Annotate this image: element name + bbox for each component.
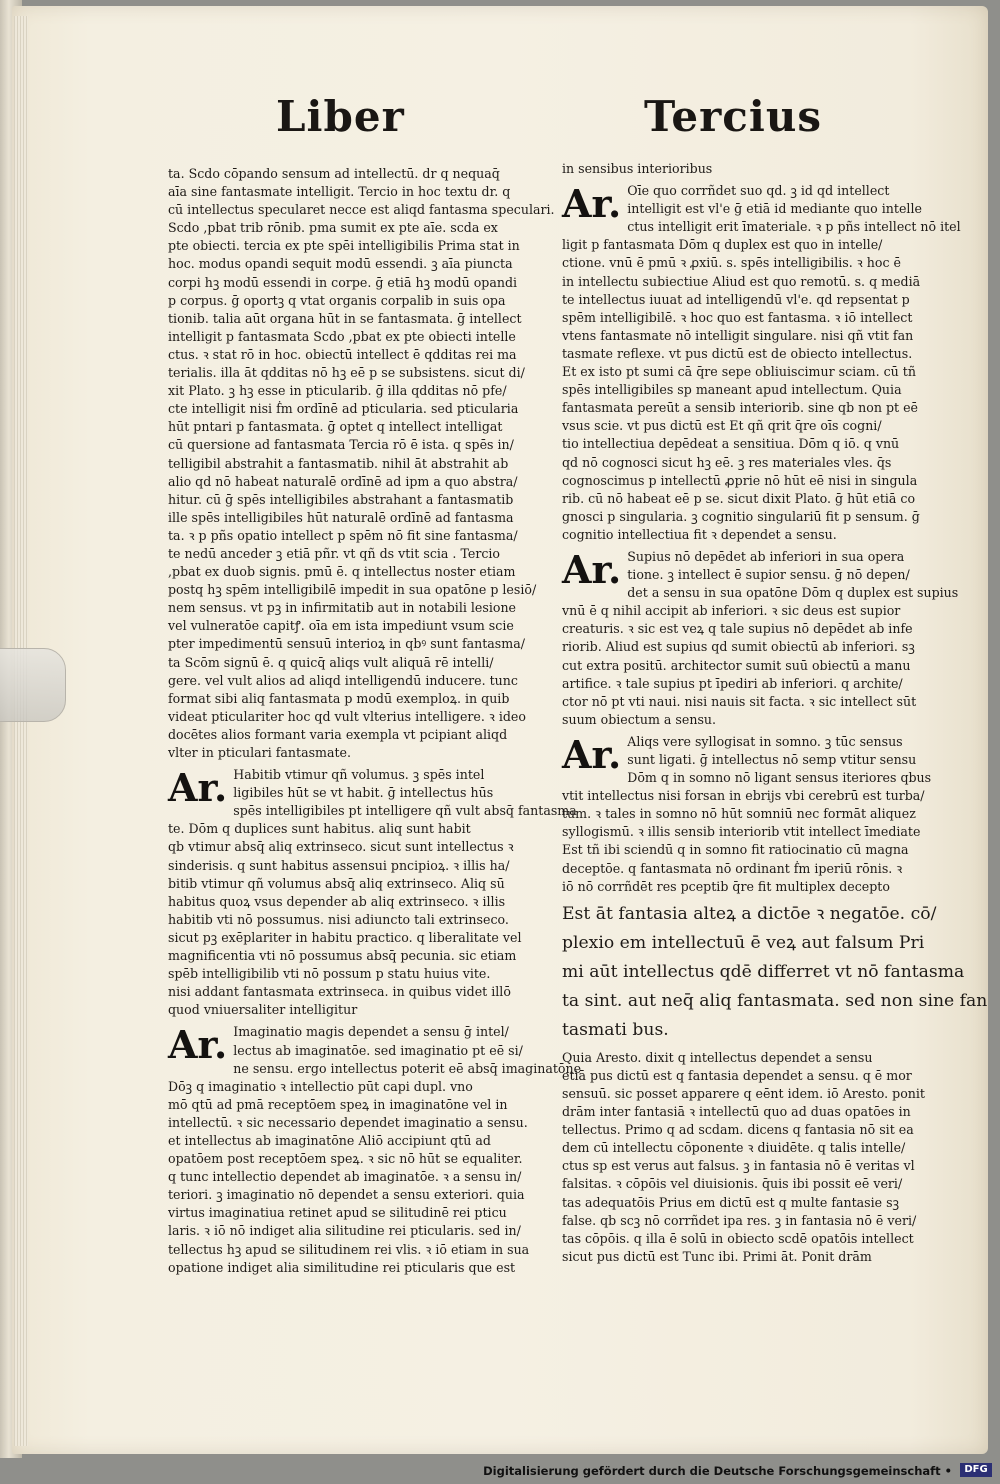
- right-col-block-2: [562, 546, 959, 729]
- text-line: ta Scōm signū ē. q quicq̄ aliqs vult aliquā rē intelli/: [168, 654, 494, 670]
- right-col-block-3: [562, 733, 940, 896]
- text-line: tione. ꝫ intellect ē supior sensu. ḡ nō depen/: [627, 567, 910, 583]
- text-line: Imaginatio magis dependet a sensu ḡ intel/: [233, 1024, 509, 1040]
- text-line: qb vtimur absq̄ aliq extrinseco. sicut sunt intellectus ꝛ: [168, 839, 514, 855]
- text-line: cte intelligit nisi ḟm ordīnē ad pticularia. sed pticularia: [168, 401, 519, 417]
- text-line: ctus. ꝛ stat rō in hoc. obiectū intellect ē qdditas rei ma: [168, 346, 517, 362]
- text-line: ctus intelligit erit īmateriale. ꝛ p pñs intellect nō itel: [627, 219, 961, 235]
- text-line: creaturis. ꝛ sic est veꝝ q tale supius nō depēdet ab infe: [562, 621, 913, 637]
- text-line: ctione. vnū ē pmū ꝛ ꝓxiū. s. spēs intelligibilis. ꝛ hoc ē: [562, 255, 901, 271]
- text-line: Aliqs vere syllogisat in somno. ꝫ tūc sensus: [627, 733, 903, 749]
- text-line: rib. cū nō habeat eē p se. sicut dixit Plato. ḡ hūt etiā co: [562, 490, 916, 506]
- text-line: sensuū. sic posset apparere q eēnt idem. iō Aresto. ponit: [562, 1085, 925, 1101]
- text-line: mi aūt intellectus qdē differret vt nō fantasma: [562, 961, 965, 982]
- text-line: deceptōe. q fantasmata nō ordinant ḟm iperiū rōnis. ꝛ: [562, 860, 903, 876]
- text-line: spēm intelligibilē. ꝛ hoc quo est fantasma. ꝛ iō intellect: [562, 309, 913, 325]
- text-line: aīa sine fantasmate intelligit. Tercio in hoc textu dr. q: [168, 184, 511, 200]
- text-line: intelligit est vl'e ḡ etiā id mediante quo intelle: [627, 201, 922, 217]
- text-line: spēs intelligibiles sp maneant apud intellectum. Quia: [562, 382, 902, 398]
- text-line: Oīe quo corrñdet suo qd. ꝫ id qd intellect: [627, 183, 890, 199]
- text-line: ta sint. aut neq̄ aliq fantasmata. sed non sine fan: [562, 990, 988, 1011]
- text-line: Est āt fantasia alteꝝ a dictōe ꝛ negatōe. cō/: [562, 903, 937, 924]
- text-line: ille spēs intelligibiles hūt naturalē ordīnē ad fantasma: [168, 509, 514, 525]
- text-line: lectus ab imaginatōe. sed imaginatio pt eē si/: [233, 1042, 523, 1058]
- text-line: tas cōpōis. q illa ē solū in obiecto scdē opatōis intellect: [562, 1230, 914, 1246]
- text-line: cognitio intellectiua fit ꝛ dependet a sensu.: [562, 526, 837, 542]
- text-line: cū intellectus specularet necce est aliqd fantasma speculari.: [168, 202, 555, 218]
- text-line: in sensibus interioribus: [562, 161, 713, 176]
- funding-credit: Digitalisierung gefördert durch die Deutsche Forschungsgemeinschaft •: [483, 1464, 952, 1478]
- text-line: et intellectus ab imaginatōne Aliō accipiunt qtū ad: [168, 1132, 491, 1148]
- text-line: vsus scie. vt pus dictū est Et qñ qrit q̄re oīs cogni/: [562, 418, 882, 434]
- text-line: xit Plato. ꝫ hꝫ esse in pticularib. ḡ illa qdditas nō pfe/: [168, 383, 507, 399]
- text-line: tasmati bus.: [562, 1019, 669, 1040]
- text-line: ligit p fantasmata Dōm q duplex est quo in intelle/: [562, 237, 883, 253]
- text-line: tellectus hꝫ apud se silitudinem rei vlis. ꝛ iō etiam in sua: [168, 1241, 530, 1257]
- lemma-text: [562, 900, 988, 1045]
- left-column: [168, 165, 582, 1277]
- drop-initial: Ar.: [168, 1022, 228, 1068]
- left-col-block-3: [168, 1022, 582, 1276]
- text-line: intelligit p fantasmata Scdo ,pbat ex pte obiecti intelle: [168, 328, 516, 344]
- text-line: mō qtū ad pmā receptōem speꝝ in imaginatōne vel in: [168, 1096, 508, 1112]
- text-line: teriori. ꝫ imaginatio nō dependet a sensu exteriori. quia: [168, 1187, 525, 1203]
- text-line: docētes alios formant varia exempla vt pcipiant aliqd: [168, 726, 508, 742]
- text-line: bitib vtimur qñ volumus absq̄ aliq extrinseco. Aliq sū: [168, 875, 505, 891]
- text-line: qd nō cognosci sicut hꝫ eē. ꝫ res materiales vles. q̄s: [562, 454, 892, 470]
- text-line: plexio em intellectuū ē veꝝ aut falsum Pri: [562, 932, 925, 953]
- running-head-left: Liber: [276, 92, 405, 141]
- left-col-block-2: [168, 765, 577, 1019]
- text-line: opatione indiget alia similitudine rei pticularis que est: [168, 1259, 516, 1275]
- drop-initial: Ar.: [168, 765, 228, 811]
- text-line: drām inter fantasiā ꝛ intellectū quo ad duas opatōes in: [562, 1104, 911, 1120]
- text-line: terialis. illa āt qdditas nō hꝫ eē p se subsistens. sicut di/: [168, 365, 525, 381]
- drop-initial: Ar.: [562, 731, 622, 777]
- text-line: sicut pus dictū est Tunc ibi. Primi āt. Ponit drām: [562, 1248, 872, 1264]
- text-line: Habitib vtimur qñ volumus. ꝫ spēs intel: [233, 767, 485, 783]
- text-line: hitur. cū ḡ spēs intelligibiles abstrahant a fantasmatib: [168, 491, 514, 507]
- text-line: ligibiles hūt se vt habit. ḡ intellectus hūs: [233, 785, 494, 801]
- text-line: ,pbat ex duob signis. pmū ē. q intellectus noster etiam: [168, 564, 516, 580]
- text-line: nisi addant fantasmata extrinseca. in quibus videt illō: [168, 984, 511, 1000]
- text-line: ctor nō pt vti naui. nisi nauis sit facta. ꝛ sic intellect sūt: [562, 693, 917, 709]
- text-line: vel vulneratōe capitꝭ. oīa em ista impediunt vsum scie: [168, 618, 514, 634]
- text-line: cut extra positū. architector sumit suū obiectū a manu: [562, 657, 911, 673]
- text-line: intellectū. ꝛ sic necessario dependet imaginatio a sensu.: [168, 1114, 528, 1130]
- text-line: tas adequatōis Prius em dictū est q multe fantasie sꝫ: [562, 1194, 900, 1210]
- text-line: vlter in pticulari fantasmate.: [168, 745, 352, 760]
- text-line: spēb intelligibilib vti nō possum p statu huius vite.: [168, 966, 491, 982]
- text-line: habitus quoꝝ vsus depender ab aliq extrinseco. ꝛ illis: [168, 893, 506, 909]
- text-line: spēs intelligibiles pt intelligere qñ vult absq̄ fantasma: [233, 803, 577, 819]
- text-line: sicut pꝫ exēplariter in habitu practico. q liberalitate vel: [168, 929, 522, 945]
- text-line: format sibi aliq fantasmata p modū exemploꝝ. in quib: [168, 690, 510, 706]
- text-line: p corpus. ḡ oportꝫ q vtat organis corpalib in suis opa: [168, 292, 506, 308]
- right-column: [562, 160, 988, 1266]
- text-line: tum. ꝛ tales in somno nō hūt somniū nec formāt aliquez: [562, 806, 916, 822]
- text-line: ne sensu. ergo intellectus poterit eē absq̄ imaginatōne: [233, 1060, 582, 1076]
- text-line: ta. ꝛ p pñs opatio intellect p spēm nō fit sine fantasma/: [168, 527, 518, 543]
- text-line: q tunc intellectio dependet ab imaginatōe. ꝛ a sensu in/: [168, 1169, 522, 1185]
- text-line: pte obiecti. tercia ex pte spēi intelligibilis Prima stat in: [168, 238, 520, 254]
- text-line: vtit intellectus nisi forsan in ebrijs vbi cerebrū est turba/: [562, 788, 925, 804]
- text-line: te nedū anceder ꝫ etiā pñr. vt qñ ds vtit scia . Tercio: [168, 545, 500, 561]
- text-line: ta. Scdo cōpando sensum ad intellectū. dr q nequaq̄: [168, 166, 500, 181]
- right-col-block-1: [562, 181, 961, 544]
- running-head-right: Tercius: [644, 92, 822, 141]
- text-line: suum obiectum a sensu.: [562, 711, 717, 727]
- text-line: syllogismū. ꝛ illis sensib interiorib vtit intellect īmediate: [562, 824, 921, 840]
- text-line: hoc. modus opandi sequit modū essendi. ꝫ aīa piuncta: [168, 256, 513, 272]
- text-line: dem cū intellectu cōponente ꝛ diuidēte. q talis intelle/: [562, 1140, 906, 1156]
- text-line: Et ex isto pt sumi cā q̄re sepe obliuiscimur sciam. cū tñ: [562, 364, 916, 380]
- text-line: artifice. ꝛ tale supius pt īpediri ab inferiori. q archite/: [562, 675, 903, 691]
- text-line: det a sensu in sua opatōne Dōm q duplex est supius: [627, 585, 959, 601]
- text-line: alio qd nō habeat naturalē ordīnē ad ipm a quo abstra/: [168, 473, 518, 489]
- text-line: habitib vti nō possumus. nisi adiuncto tali extrinseco.: [168, 911, 509, 927]
- drop-initial: Ar.: [562, 546, 622, 592]
- text-line: hūt pntari p fantasmata. ḡ optet q intellect intelligat: [168, 419, 503, 435]
- right-col-commentary: [562, 1049, 940, 1266]
- text-line: videat pticulariter hoc qd vult vlterius intelligere. ꝛ ideo: [168, 708, 526, 724]
- text-line: Supius nō depēdet ab inferiori in sua opera: [627, 548, 905, 564]
- text-line: telligibil abstrahit a fantasmatib. nihil āt abstrahit ab: [168, 455, 509, 471]
- text-line: falsitas. ꝛ cōpōis vel diuisionis. q̄uis ibi possit eē veri/: [562, 1176, 903, 1192]
- drop-initial: Ar.: [562, 181, 622, 227]
- text-line: te intellectus iuuat ad intelligendū vl'e. qd repsentat p: [562, 291, 910, 307]
- text-line: Est tñ ibi sciendū q in somno fit ratiocinatio cū magna: [562, 842, 909, 858]
- text-line: te. Dōm q duplices sunt habitus. aliq sunt habit: [168, 821, 471, 837]
- text-line: postq hꝫ spēm intelligibilē impedit in sua opatōne p lesiō/: [168, 582, 537, 598]
- text-line: tasmate reflexe. vt pus dictū est de obiecto intellectus.: [562, 345, 913, 361]
- text-line: virtus imaginatiua retinet apud se silitudinē rei pticu: [168, 1205, 507, 1221]
- text-line: tio intellectiua depēdeat a sensitiua. Dōm q iō. q vnū: [562, 436, 900, 452]
- text-line: gnosci p singularia. ꝫ cognitio singulariū fit p sensum. ḡ: [562, 508, 920, 524]
- text-line: etiā pus dictū est q fantasia dependet a sensu. q ē mor: [562, 1067, 912, 1083]
- text-line: magnificentia vti nō possumus absq̄ pecunia. sic etiam: [168, 948, 517, 964]
- text-line: opatōem post receptōem speꝝ. ꝛ sic nō hūt se equaliter.: [168, 1151, 523, 1167]
- text-line: sinderisis. q sunt habitus assensui pncipioꝝ. ꝛ illis ha/: [168, 857, 510, 873]
- page-clip: [0, 648, 66, 722]
- text-line: riorib. Aliud est supius qd sumit obiectū ab inferiori. sꝫ: [562, 639, 915, 655]
- text-line: in intellectu subiectiue Aliud est quo remotū. s. q mediā: [562, 273, 921, 289]
- text-line: Scdo ,pbat trib rōnib. pma sumit ex pte aīe. scda ex: [168, 220, 498, 236]
- text-line: fantasmata pereūt a sensib interiorib. sine qb non pt eē: [562, 400, 919, 416]
- left-col-paragraph-1: [168, 165, 555, 762]
- text-line: laris. ꝛ iō nō indiget alia silitudine rei pticularis. sed in/: [168, 1223, 521, 1239]
- text-line: Dōm q in somno nō ligant sensus iteriores qbus: [627, 770, 932, 786]
- text-line: Quia Aresto. dixit q intellectus dependet a sensu: [562, 1049, 873, 1065]
- text-line: pter impedimentū sensuū interioꝝ in qbꝰ sunt fantasma/: [168, 636, 525, 652]
- text-line: false. qb scꝫ nō corrñdet ipa res. ꝫ in fantasia nō ē veri/: [562, 1212, 917, 1228]
- text-line: quod vniuersaliter intelligitur: [168, 1002, 358, 1018]
- page-stack-edge: [14, 16, 28, 1446]
- text-line: corpi hꝫ modū essendi in corpe. ḡ etiā hꝫ modū opandi: [168, 274, 518, 290]
- text-line: nem sensus. vt pꝫ in infirmitatib aut in notabili lesione: [168, 600, 517, 616]
- text-line: iō nō corrñdēt res pceptib q̄re fit multiplex decepto: [562, 878, 890, 894]
- text-line: vtens fantasmate nō intelligit singulare. nisi qñ vtit fan: [562, 327, 914, 343]
- text-line: gere. vel vult alios ad aliqd intelligendū inducere. tunc: [168, 672, 518, 688]
- text-line: ctus sp est verus aut falsus. ꝫ in fantasia nō ē veritas vl: [562, 1158, 915, 1174]
- text-line: tellectus. Primo q ad scdam. dicens q fantasia nō sit ea: [562, 1122, 914, 1138]
- text-line: Dōꝫ q imaginatio ꝛ intellectio pūt capi dupl. vno: [168, 1078, 473, 1094]
- dfg-logo: DFG: [960, 1463, 992, 1477]
- text-line: tionib. talia aūt organa hūt in se fantasmata. ḡ intellect: [168, 310, 522, 326]
- text-line: cognoscimus p intellectū ꝓprie nō hūt eē nisi in singula: [562, 472, 918, 488]
- text-line: cū quersione ad fantasmata Tercia rō ē ista. q spēs in/: [168, 437, 514, 453]
- text-line: sunt ligati. ḡ intellectus nō semp vtitur sensu: [627, 752, 917, 767]
- text-line: vnū ē q nihil accipit ab inferiori. ꝛ sic deus est supior: [562, 603, 901, 619]
